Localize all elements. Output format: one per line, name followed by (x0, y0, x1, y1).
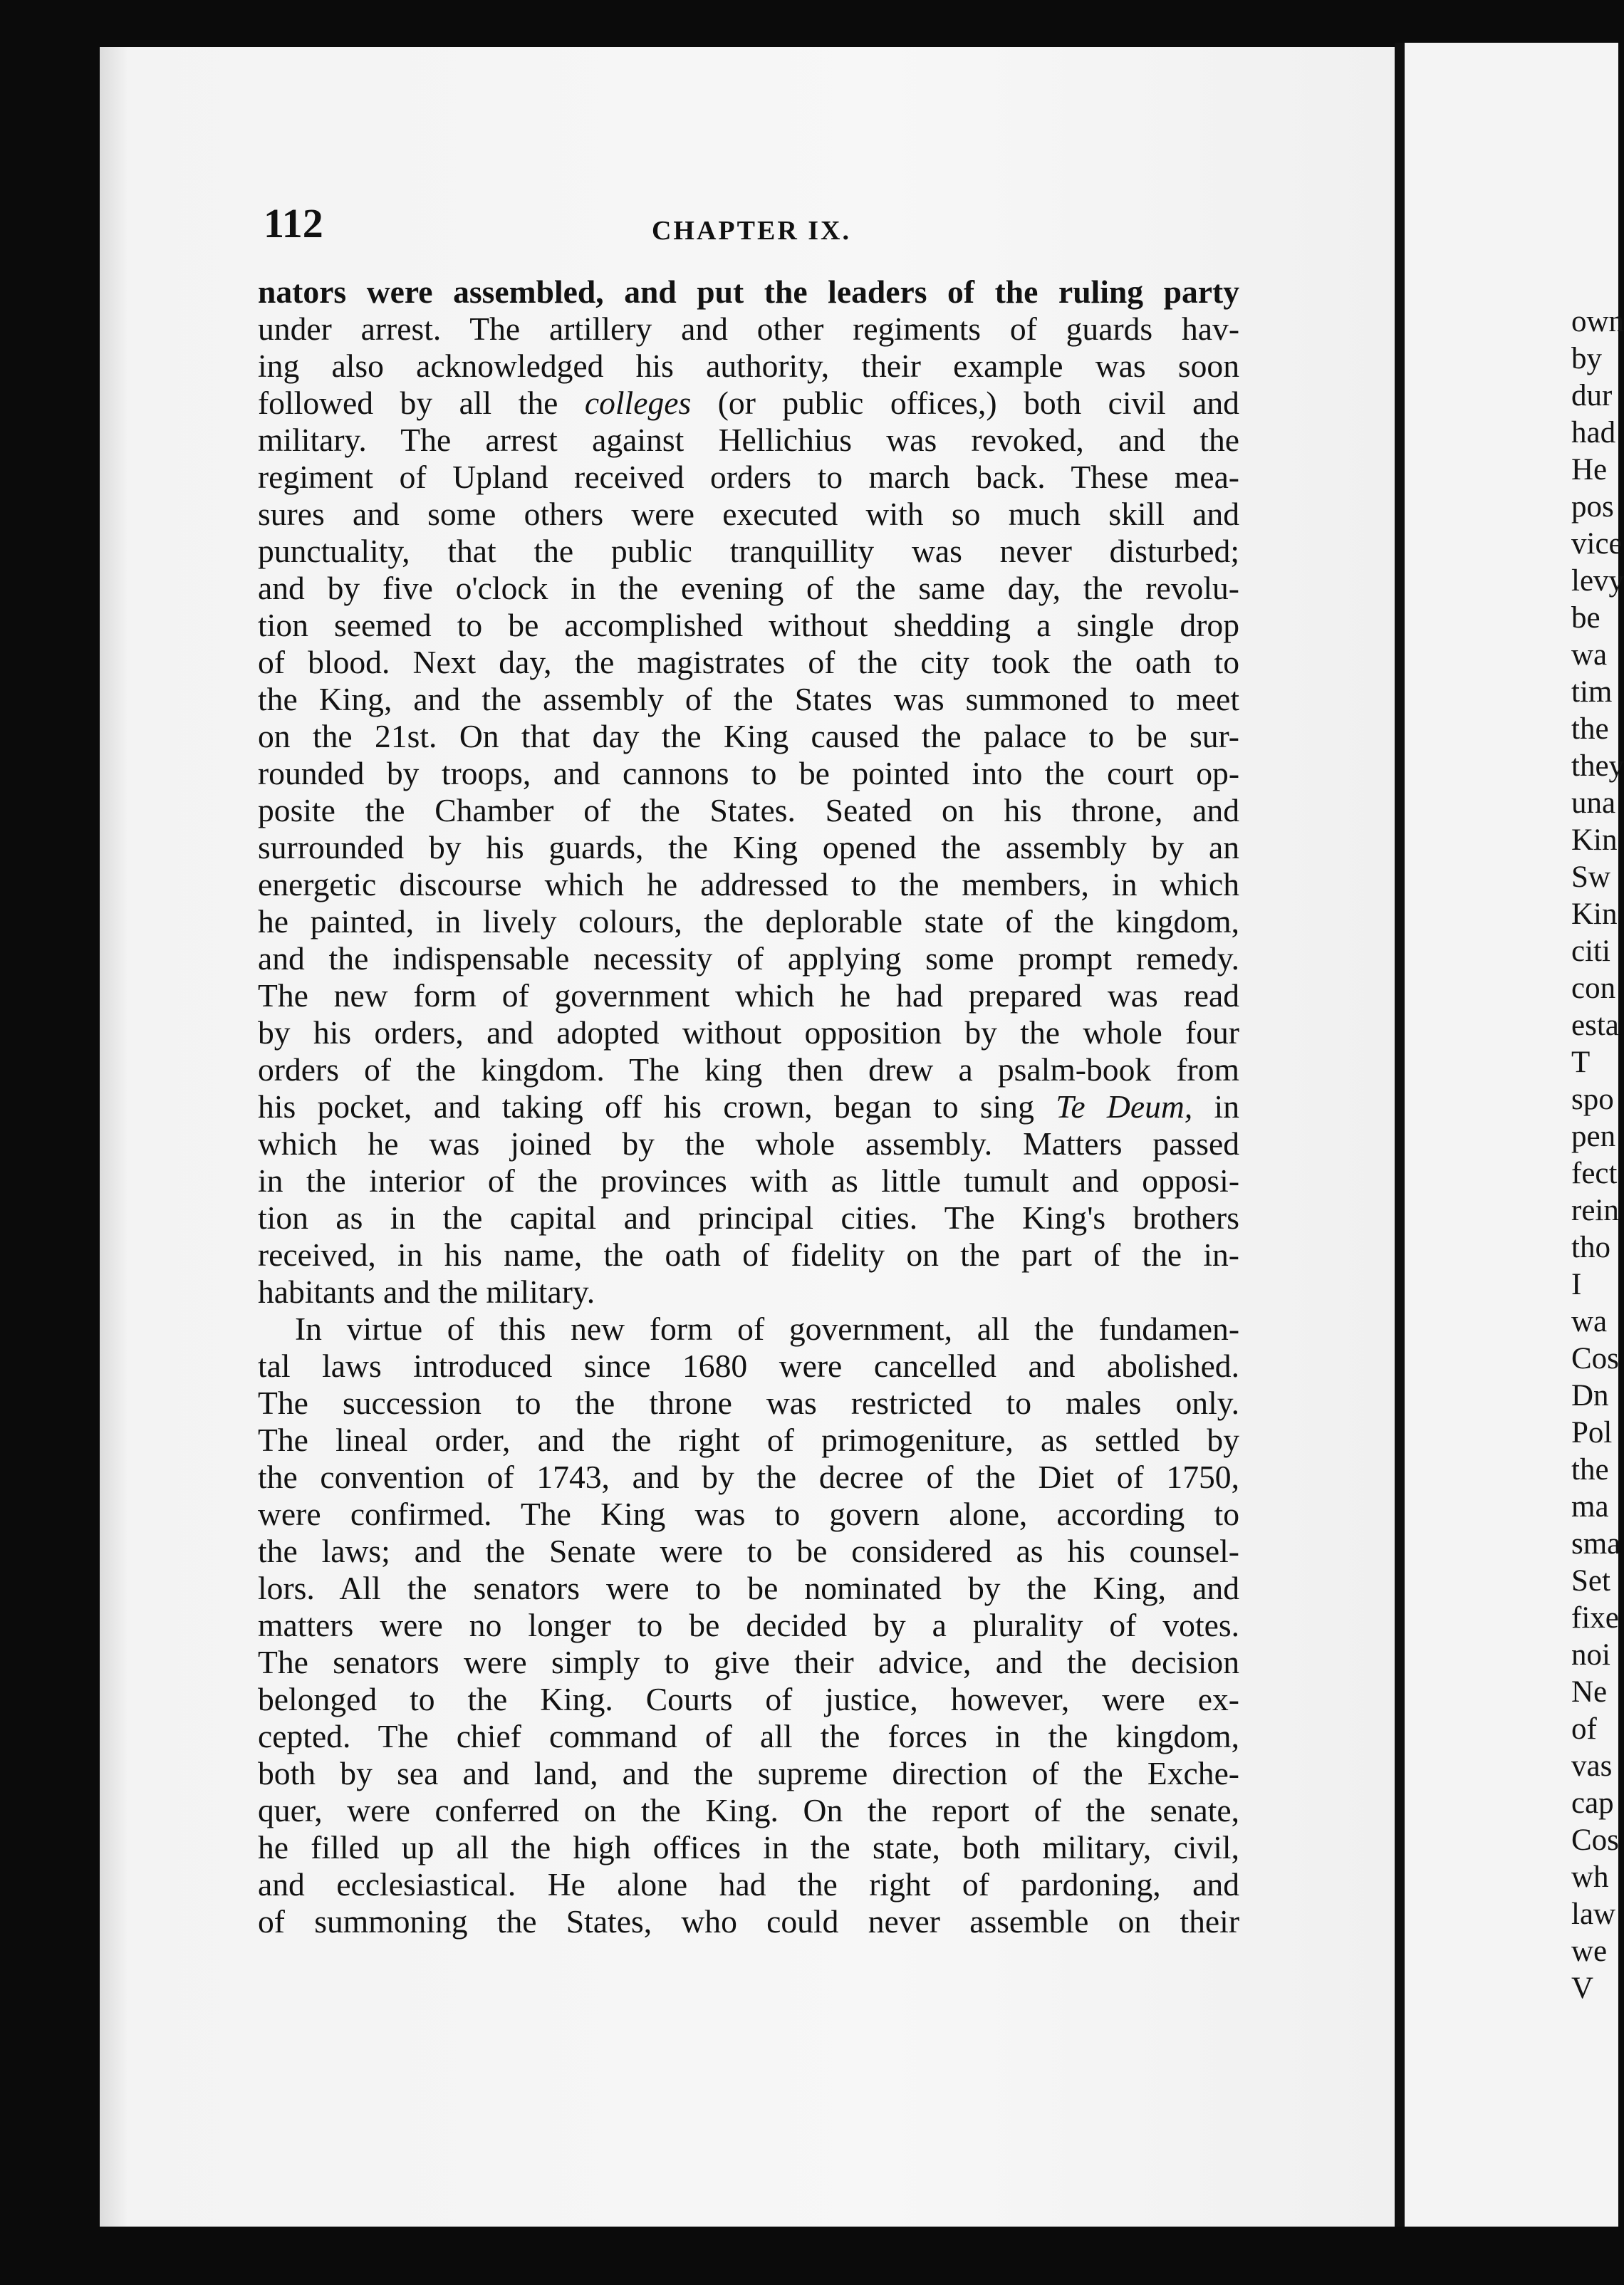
facing-page-fragment: Kin (1571, 897, 1618, 931)
facing-page-fragment: the (1571, 712, 1609, 746)
facing-page-fragment: Cos (1571, 1342, 1619, 1375)
facing-page-fragment: own (1571, 305, 1624, 338)
facing-page-fragment: of (1571, 1712, 1597, 1746)
text-line: The senators were simply to give their advice, and the decision (258, 1644, 1239, 1680)
facing-page-fragment: Ne (1571, 1675, 1608, 1709)
facing-page-fragment: Set (1571, 1564, 1610, 1598)
facing-page-fragment: Sw (1571, 860, 1610, 894)
text-line: posite the Chamber of the States. Seated on his throne, and (258, 792, 1239, 828)
text-line: energetic discourse which he addressed to the members, in which (258, 866, 1239, 902)
text-run: followed by all the (258, 385, 585, 421)
text-line: were confirmed. The King was to govern alone, according to (258, 1496, 1239, 1532)
facing-page-fragment: wa (1571, 1305, 1608, 1338)
text-line: of summoning the States, who could never assemble on their (258, 1903, 1239, 1940)
text-line: he painted, in lively colours, the deplorable state of the kingdom, (258, 903, 1239, 939)
text-line: matters were no longer to be decided by a plurality of votes. (258, 1607, 1239, 1643)
text-line: both by sea and land, and the supreme direction of the Exche- (258, 1755, 1239, 1791)
paragraph-2 (258, 1311, 1239, 1940)
facing-page-fragment: Cos (1571, 1823, 1619, 1857)
facing-page-fragment: wh (1571, 1860, 1609, 1894)
italic-run: Te Deum, (1056, 1088, 1193, 1125)
facing-page-fragment: T (1571, 1046, 1591, 1079)
facing-page-fragment: Dn (1571, 1379, 1609, 1412)
text-line: military. The arrest against Hellichius was revoked, and the (258, 422, 1239, 458)
facing-page-fragment: law (1571, 1898, 1616, 1931)
facing-page-fragment: I (1571, 1268, 1582, 1301)
text-line: and by five o'clock in the evening of the same day, the revolu- (258, 570, 1239, 606)
text-line: regiment of Upland received orders to march back. These mea- (258, 459, 1239, 495)
text-line: tal laws introduced since 1680 were cancelled and abolished. (258, 1348, 1239, 1384)
facing-page-fragment: tho (1571, 1231, 1610, 1264)
facing-page-fragment: noi (1571, 1638, 1610, 1672)
text-run: (or public offices,) both civil and (691, 385, 1239, 421)
text-line: lors. All the senators were to be nominated by the King, and (258, 1570, 1239, 1606)
facing-page-fragment: fixe (1571, 1601, 1619, 1635)
text-line: and the indispensable necessity of applying some prompt remedy. (258, 940, 1239, 977)
facing-page-fragment: spo (1571, 1083, 1614, 1116)
text-line: In virtue of this new form of government, all the fundamen- (295, 1311, 1239, 1347)
text-line: received, in his name, the oath of fidelity on the part of the in- (258, 1237, 1239, 1273)
facing-page-fragment: had (1571, 416, 1616, 449)
facing-page-fragment: wa (1571, 638, 1608, 672)
text-line (258, 385, 1239, 422)
facing-page-fragment: ma (1571, 1490, 1609, 1524)
text-line: the laws; and the Senate were to be considered as his counsel- (258, 1533, 1239, 1569)
text-line: belonged to the King. Courts of justice, however, were ex- (258, 1681, 1239, 1717)
facing-page-fragment: esta (1571, 1009, 1619, 1042)
facing-page-fragment: fect (1571, 1157, 1618, 1190)
facing-page-fragment: pos (1571, 490, 1614, 524)
facing-page-fragment: citi (1571, 935, 1610, 968)
facing-page-fragment: tim (1571, 675, 1613, 709)
paragraph-1 (258, 274, 1239, 1311)
text-line: The succession to the throne was restricted to males only. (258, 1385, 1239, 1421)
facing-page-fragment: rein (1571, 1194, 1619, 1227)
text-line: on the 21st. On that day the King caused the palace to be sur- (258, 718, 1239, 754)
text-line: tion seemed to be accomplished without shedding a single drop (258, 607, 1239, 643)
text-line: of blood. Next day, the magistrates of the city took the oath to (258, 644, 1239, 680)
facing-page-fragment: una (1571, 786, 1616, 820)
page-header (264, 199, 1239, 256)
facing-page-fragment: vas (1571, 1749, 1613, 1783)
text-line: and ecclesiastical. He alone had the right of pardoning, and (258, 1866, 1239, 1903)
text-line: the convention of 1743, and by the decree of the Diet of 1750, (258, 1459, 1239, 1495)
bold-opening: nators were assembled, (258, 274, 604, 310)
italic-run: colleges (584, 385, 692, 421)
facing-page-fragment: vice (1571, 527, 1623, 561)
text-line: by his orders, and adopted without opposition by the whole four (258, 1014, 1239, 1051)
text-line: in the interior of the provinces with as little tumult and opposi- (258, 1162, 1239, 1199)
text-line: he filled up all the high offices in the state, both military, civil, (258, 1829, 1239, 1865)
text-line: the King, and the assembly of the States was summoned to meet (258, 681, 1239, 717)
facing-page-fragment: V (1571, 1972, 1594, 2005)
text-line: ing also acknowledged his authority, their example was soon (258, 348, 1239, 384)
text-line: rounded by troops, and cannons to be pointed into the court op- (258, 755, 1239, 791)
text-line: punctuality, that the public tranquillity was never disturbed; (258, 533, 1239, 569)
text-run: in (1192, 1088, 1239, 1125)
page-number: 112 (264, 200, 323, 246)
facing-page-fragment: cap (1571, 1786, 1614, 1820)
facing-page-fragment: He (1571, 453, 1608, 486)
facing-page-text (1571, 303, 1624, 2007)
facing-page-fragment: sma (1571, 1527, 1621, 1561)
facing-page-fragment: be (1571, 601, 1600, 635)
facing-page-fragment: dur (1571, 379, 1613, 412)
facing-page-fragment: they (1571, 749, 1624, 783)
text-line: which he was joined by the whole assembly. Matters passed (258, 1125, 1239, 1162)
facing-page-fragment: by (1571, 342, 1602, 375)
facing-page-fragment: Pol (1571, 1416, 1613, 1449)
text-line: cepted. The chief command of all the forces in the kingdom, (258, 1718, 1239, 1754)
text-run: his pocket, and taking off his crown, began to sing (258, 1088, 1056, 1125)
facing-page-fragment: levy (1571, 564, 1624, 598)
facing-page-fragment: the (1571, 1453, 1609, 1487)
text-line: The new form of government which he had prepared was read (258, 977, 1239, 1014)
text-line: surrounded by his guards, the King opened the assembly by an (258, 829, 1239, 865)
facing-page-fragment: con (1571, 972, 1616, 1005)
text-line: The lineal order, and the right of primogeniture, as settled by (258, 1422, 1239, 1458)
running-head: CHAPTER IX. (651, 216, 852, 246)
text-line: sures and some others were executed with so much skill and (258, 496, 1239, 532)
text-line: quer, were conferred on the King. On the report of the senate, (258, 1792, 1239, 1828)
text-line: orders of the kingdom. The king then drew a psalm-book from (258, 1051, 1239, 1088)
book-gutter (1395, 43, 1405, 2227)
facing-page-fragment: pen (1571, 1120, 1616, 1153)
text-line: under arrest. The artillery and other regiments of guards hav- (258, 311, 1239, 347)
text-line (258, 274, 1239, 311)
facing-page-fragment: Kin (1571, 823, 1618, 857)
text-run: and put the leaders of the ruling party (603, 274, 1239, 310)
text-line: habitants and the military. (258, 1274, 595, 1310)
body-text (258, 274, 1239, 1940)
facing-page-fragment: we (1571, 1935, 1608, 1968)
text-line (258, 1088, 1239, 1125)
text-line: tion as in the capital and principal cities. The King's brothers (258, 1199, 1239, 1236)
